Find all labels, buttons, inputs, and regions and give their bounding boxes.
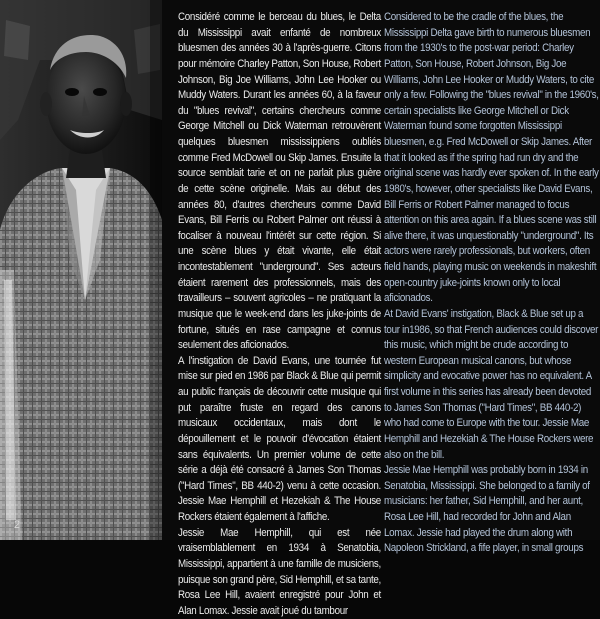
french-paragraph: Considéré comme le berceau du blues, le Delta du Mississippi avait enfanté de nombreux bluesmen des années 30 à l'après-guerre. Citons pour mémoire Charley Patton, Son House, Robert Johnson, Big Joe Williams, John Lee Hooker ou Muddy Waters. Durant les années 60, à la faveur du "blues revival", certains chercheurs comme George Mitchell ou Dick Waterman retrouvèrent quelques bluesmen mississippiens oubliés comme Fred McDowell ou Skip James. Ensuite la source semblait tarie et on ne parlait plus guère de cette scène originelle. Mais au début des années 80, d'autres chercheurs comme David Evans, Bill Ferris ou Robert Palmer ont réussi à focaliser à nouveau l'intérêt sur cette région. Si une scène blues y était vivante, elle était incontestablement "underground". Ses acteurs étaient rarement des professionnels, mais des travailleurs – souvent agricoles – ne pratiquant la musique que le week-end dans les juke-joints de fortune, situés en rase campagne et connus seulement des aficionados. bbox=[178, 11, 381, 352]
english-paragraph: Considered to be the cradle of the blues, the Mississippi Delta gave birth to numerous bluesmen from the 1930's to the post-war period: Charley Patton, Son House, Robert Johnson, Big Joe Williams, John Lee Hooker or Muddy Waters, to cite only a few. Following the "blues revival" in the 1960's, certain specialists like George Mitchell or Dick Waterman found some forgotten Mississippi bluesmen, e.g. Fred McDowell or Skip James. After that it looked as if the spring had run dry and the original scene was hardly ever spoken of. In the early 1980's, however, other specialists like David Evans, Bill Ferris or Robert Palmer managed to focus attention on this area again. If a blues scene was still alive there, it was unquestionably "underground". Its actors were rarely professionals, but workers, often field hands, playing music on weekends in makeshift open-country juke-joints known only to local aficionados. bbox=[384, 11, 599, 305]
english-paragraph: Jessie Mae Hemphill was probably born in 1934 in Senatobia, Mississippi. She belonged to a family of musicians: her father, Sid Hemphill, and her aunt, Rosa Lee Hill, had recorded for John and Alan Lomax. Jessie had played the drum along with Napoleon Strickland, a fife player, in small groups bbox=[384, 464, 590, 555]
english-text-column bbox=[384, 10, 599, 557]
french-paragraph: A l'instigation de David Evans, une tournée fut mise sur pied en 1986 par Black & Blue qui permit au public français de découvrir cette musique qui put paraître fruste en regard des canons musicaux occidentaux, mais dont le dépouillement et le pouvoir d'évocation étaient sans équivalents. Un premier volume de cette série a déjà été consacré à James Son Thomas ("Hard Times", BB 440-2) venu à cette occasion. Jessie Mae Hemphill et Hezekiah & The House Rockers étaient également à l'affiche. bbox=[178, 354, 381, 523]
english-paragraph: At David Evans' instigation, Black & Blue set up a tour in1986, so that French audiences could discover this music, which might be crude according to western European musical canons, but whose simplicity and evocative power has no equivalent. A first volume in this series has already been devoted to James Son Thomas ("Hard Times", BB 440-2) who had come to Europe with the tour. Jessie Mae Hemphill and Hezekiah & The House Rockers were also on the bill. bbox=[384, 307, 599, 461]
french-paragraph: Jessie Mae Hemphill, qui est née vraisemblablement en 1934 à Senatobia, Mississippi, appartient à une famille de musiciens, puisque son grand père, Sid Hemphill, et sa tante, Rosa Lee Hill, avaient enregistré pour John et Alan Lomax. Jessie avait joué du tambour bbox=[178, 526, 381, 617]
french-text-column bbox=[178, 10, 381, 619]
musician-photo bbox=[0, 0, 162, 540]
page-number: 2 bbox=[14, 519, 21, 531]
musician-portrait-image bbox=[0, 0, 162, 540]
